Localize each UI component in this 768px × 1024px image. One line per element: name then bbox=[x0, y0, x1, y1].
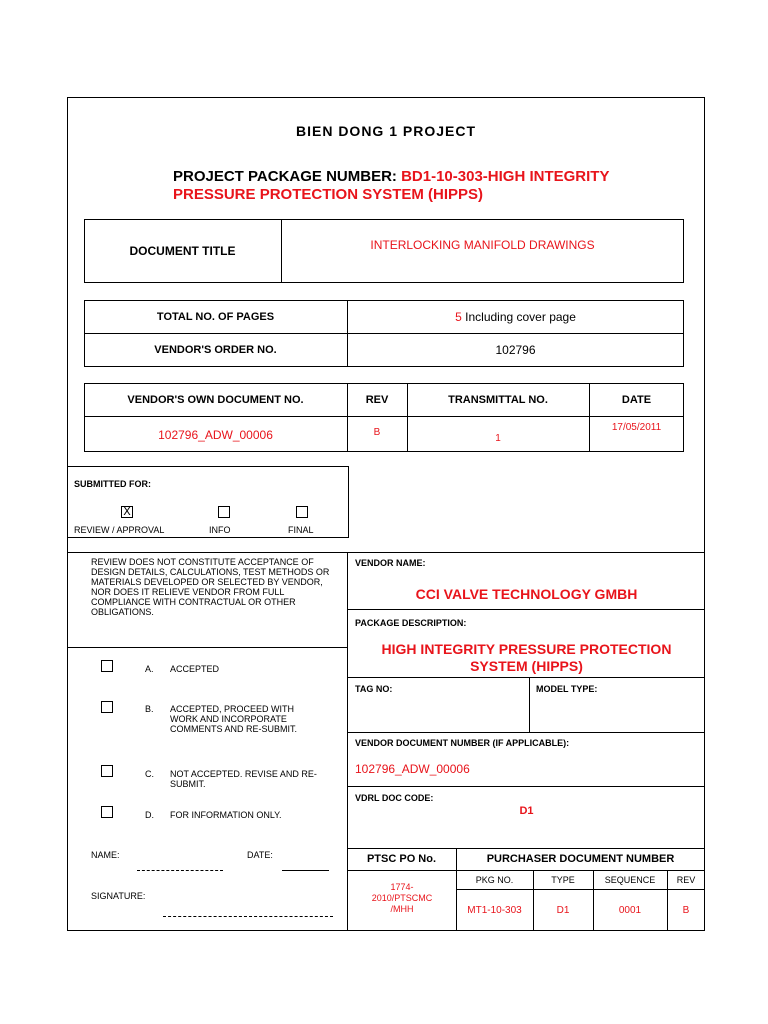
vdrl-doc-code-label: VDRL DOC CODE: bbox=[355, 793, 434, 803]
vendor-name-value: CCI VALVE TECHNOLOGY GMBH bbox=[415, 586, 638, 602]
date-label: DATE: bbox=[247, 850, 273, 860]
final-checkbox[interactable] bbox=[296, 506, 308, 518]
divider bbox=[529, 677, 530, 732]
vendor-doc-no-value: 102796_ADW_00006 bbox=[158, 427, 273, 442]
info-checkbox[interactable] bbox=[218, 506, 230, 518]
info-label: INFO bbox=[209, 525, 231, 535]
pages-count: 5 bbox=[455, 309, 462, 324]
ptsc-po-line-2: 2010/PTSCMC bbox=[371, 893, 433, 903]
divider bbox=[347, 677, 705, 678]
not-accepted-checkbox[interactable] bbox=[101, 765, 113, 777]
package-description-line-1: HIGH INTEGRITY PRESSURE PROTECTION bbox=[381, 641, 672, 657]
accepted-checkbox[interactable] bbox=[101, 660, 113, 672]
transmittal-no-value: 1 bbox=[495, 433, 501, 444]
name-line[interactable] bbox=[137, 870, 223, 871]
option-a-text: ACCEPTED bbox=[170, 664, 220, 674]
option-b-text: ACCEPTED, PROCEED WITH WORK AND INCORPORATE COMMENTS AND RE-SUBMIT. bbox=[170, 704, 298, 734]
document-title-label: DOCUMENT TITLE bbox=[129, 244, 236, 258]
signature-label: SIGNATURE: bbox=[91, 891, 146, 901]
review-approval-checkbox[interactable]: X bbox=[121, 506, 133, 518]
header-vendor-doc-no: VENDOR'S OWN DOCUMENT NO. bbox=[127, 393, 304, 406]
type-header: TYPE bbox=[551, 874, 575, 885]
divider bbox=[347, 786, 705, 787]
package-label: PROJECT PACKAGE NUMBER: bbox=[173, 168, 397, 185]
document-title-value: INTERLOCKING MANIFOLD DRAWINGS bbox=[370, 238, 595, 252]
rev-value: B bbox=[373, 427, 381, 438]
package-description-label: PACKAGE DESCRIPTION: bbox=[355, 618, 467, 628]
pages-value bbox=[347, 300, 684, 333]
ptsc-po-line-1: 1774- bbox=[390, 882, 414, 892]
name-label: NAME: bbox=[91, 850, 120, 860]
pkg-no-value: MT1-10-303 bbox=[467, 904, 522, 916]
accepted-proceed-checkbox[interactable] bbox=[101, 701, 113, 713]
option-c-text: NOT ACCEPTED. REVISE AND RE-SUBMIT. bbox=[170, 769, 317, 789]
order-label: VENDOR'S ORDER NO. bbox=[154, 344, 277, 356]
divider bbox=[347, 732, 705, 733]
sequence-value: 0001 bbox=[618, 904, 642, 916]
header-date: DATE bbox=[621, 393, 652, 406]
package-description-value bbox=[348, 641, 705, 675]
package-number bbox=[173, 168, 609, 204]
header-rev: REV bbox=[365, 393, 389, 406]
vendor-name-label: VENDOR NAME: bbox=[355, 558, 426, 568]
package-value-2: PRESSURE PROTECTION SYSTEM (HIPPS) bbox=[173, 186, 484, 203]
for-information-checkbox[interactable] bbox=[101, 806, 113, 818]
type-value: D1 bbox=[556, 904, 570, 916]
project-title: BIEN DONG 1 PROJECT bbox=[295, 123, 477, 139]
header-transmittal-no: TRANSMITTAL NO. bbox=[448, 393, 548, 406]
review-approval-label: REVIEW / APPROVAL bbox=[74, 525, 165, 535]
purchaser-document-number-label: PURCHASER DOCUMENT NUMBER bbox=[486, 853, 675, 865]
date-value: 17/05/2011 bbox=[611, 422, 662, 433]
option-a-letter: A. bbox=[145, 664, 154, 674]
submitted-for-label: SUBMITTED FOR: bbox=[74, 479, 151, 489]
pages-suffix: Including cover page bbox=[465, 309, 576, 324]
final-label: FINAL bbox=[288, 525, 314, 535]
pages-label: TOTAL NO. OF PAGES bbox=[156, 310, 275, 323]
date-line[interactable] bbox=[282, 870, 329, 871]
option-c-letter: C. bbox=[145, 769, 154, 779]
divider bbox=[67, 647, 348, 648]
ptsc-po-value bbox=[348, 882, 456, 915]
divider bbox=[347, 609, 705, 610]
option-b-letter: B. bbox=[145, 704, 154, 714]
package-description-line-2: SYSTEM (HIPPS) bbox=[470, 658, 583, 674]
package-value-1: BD1-10-303-HIGH INTEGRITY bbox=[401, 168, 610, 185]
sequence-header: SEQUENCE bbox=[604, 874, 656, 885]
vendor-document-number-value: 102796_ADW_00006 bbox=[355, 762, 470, 776]
model-type-label: MODEL TYPE: bbox=[536, 684, 598, 694]
pkg-no-header: PKG NO. bbox=[475, 874, 514, 885]
ptsc-po-line-3: /MHH bbox=[390, 904, 414, 914]
rev-header: REV bbox=[676, 874, 696, 885]
vdrl-doc-code-value: D1 bbox=[519, 805, 534, 817]
signature-line[interactable] bbox=[163, 916, 333, 917]
order-value: 102796 bbox=[495, 343, 536, 357]
divider bbox=[67, 552, 705, 553]
option-d-text: FOR INFORMATION ONLY. bbox=[170, 810, 282, 820]
ptsc-po-label: PTSC PO No. bbox=[366, 853, 437, 865]
vendor-document-number-label: VENDOR DOCUMENT NUMBER (IF APPLICABLE): bbox=[355, 738, 570, 748]
rev-value-ptsc: B bbox=[682, 904, 690, 916]
tag-no-label: TAG NO: bbox=[355, 684, 393, 694]
option-d-letter: D. bbox=[145, 810, 154, 820]
disclaimer-text: REVIEW DOES NOT CONSTITUTE ACCEPTANCE OF DESIGN DETAILS, CALCULATIONS, TEST METHODS OR MATERIALS DEVELOPED OR SELECTED BY VENDOR, NOR DOES IT RELIEVE VENDOR FROM FULL COMPLIANCE WITH CONTRACTUAL OR OTHER OBLIGATIONS. bbox=[91, 557, 330, 617]
